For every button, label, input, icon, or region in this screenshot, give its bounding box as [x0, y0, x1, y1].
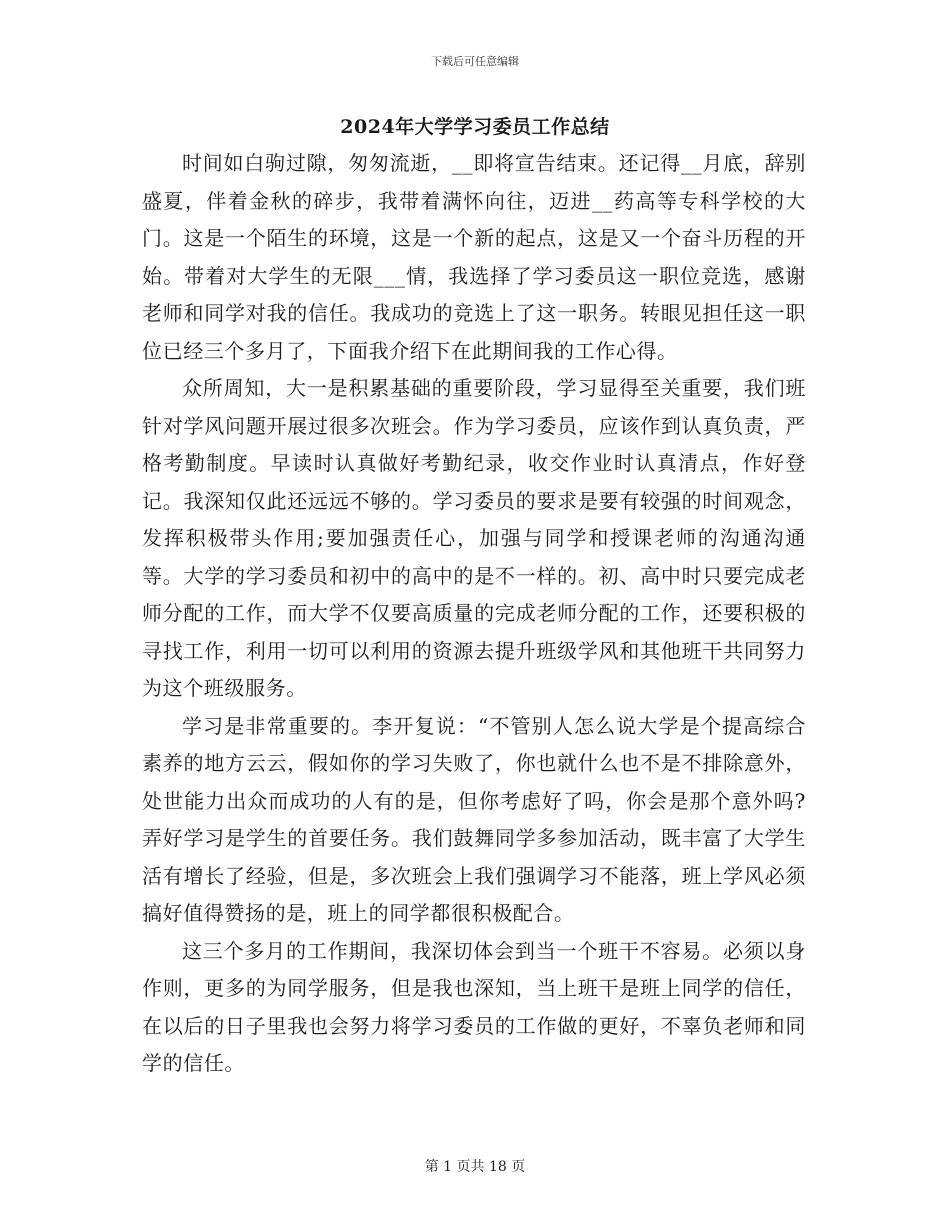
paragraph-3: 学习是非常重要的。李开复说：“不管别人怎么说大学是个提高综合素养的地方云云，假如你的学习失败了，你也就什么也不是不排除意外，处世能力出众而成功的人有的是，但你考虑好了吗，你会是那个意外吗?弄好学习是学生的首要任务。我们鼓舞同学多参加活动，既丰富了大学生活有增长了经验，但是，多次班会上我们强调学习不能落，班上学风必须搞好值得赞扬的是，班上的同学都很积极配合。 [142, 713, 806, 925]
document-body [142, 145, 806, 1083]
paragraph-1: 时间如白驹过隙，匆匆流逝，__即将宣告结束。还记得__月底，辞别盛夏，伴着金秋的碎步，我带着满怀向往，迈进__药高等专科学校的大门。这是一个陌生的环境，这是一个新的起点，这是又一个奋斗历程的开始。带着对大学生的无限___情，我选择了学习委员这一职位竞选，感谢老师和同学对我的信任。我成功的竞选上了这一职务。转眼见担任这一职位已经三个多月了，下面我介绍下在此期间我的工作心得。 [142, 151, 806, 363]
paragraph-4: 这三个多月的工作期间，我深切体会到当一个班干不容易。必须以身作则，更多的为同学服务，但是我也深知，当上班干是班上同学的信任，在以后的日子里我也会努力将学习委员的工作做的更好，不辜负老师和同学的信任。 [142, 938, 806, 1075]
document-title: 2024年大学学习委员工作总结 [340, 116, 610, 138]
page-number: 第 1 页共 18 页 [424, 1159, 526, 1175]
paragraph-2: 众所周知，大一是积累基础的重要阶段，学习显得至关重要，我们班针对学风问题开展过很多次班会。作为学习委员，应该作到认真负责，严格考勤制度。早读时认真做好考勤纪录，收交作业时认真清点，作好登记。我深知仅此还远远不够的。学习委员的要求是要有较强的时间观念，发挥积极带头作用;要加强责任心，加强与同学和授课老师的沟通沟通等。大学的学习委员和初中的高中的是不一样的。初、高中时只要完成老师分配的工作，而大学不仅要高质量的完成老师分配的工作，还要积极的寻找工作，利用一切可以利用的资源去提升班级学风和其他班干共同努力为这个班级服务。 [142, 376, 806, 700]
page-header-note: 下载后可任意编辑 [431, 55, 519, 68]
